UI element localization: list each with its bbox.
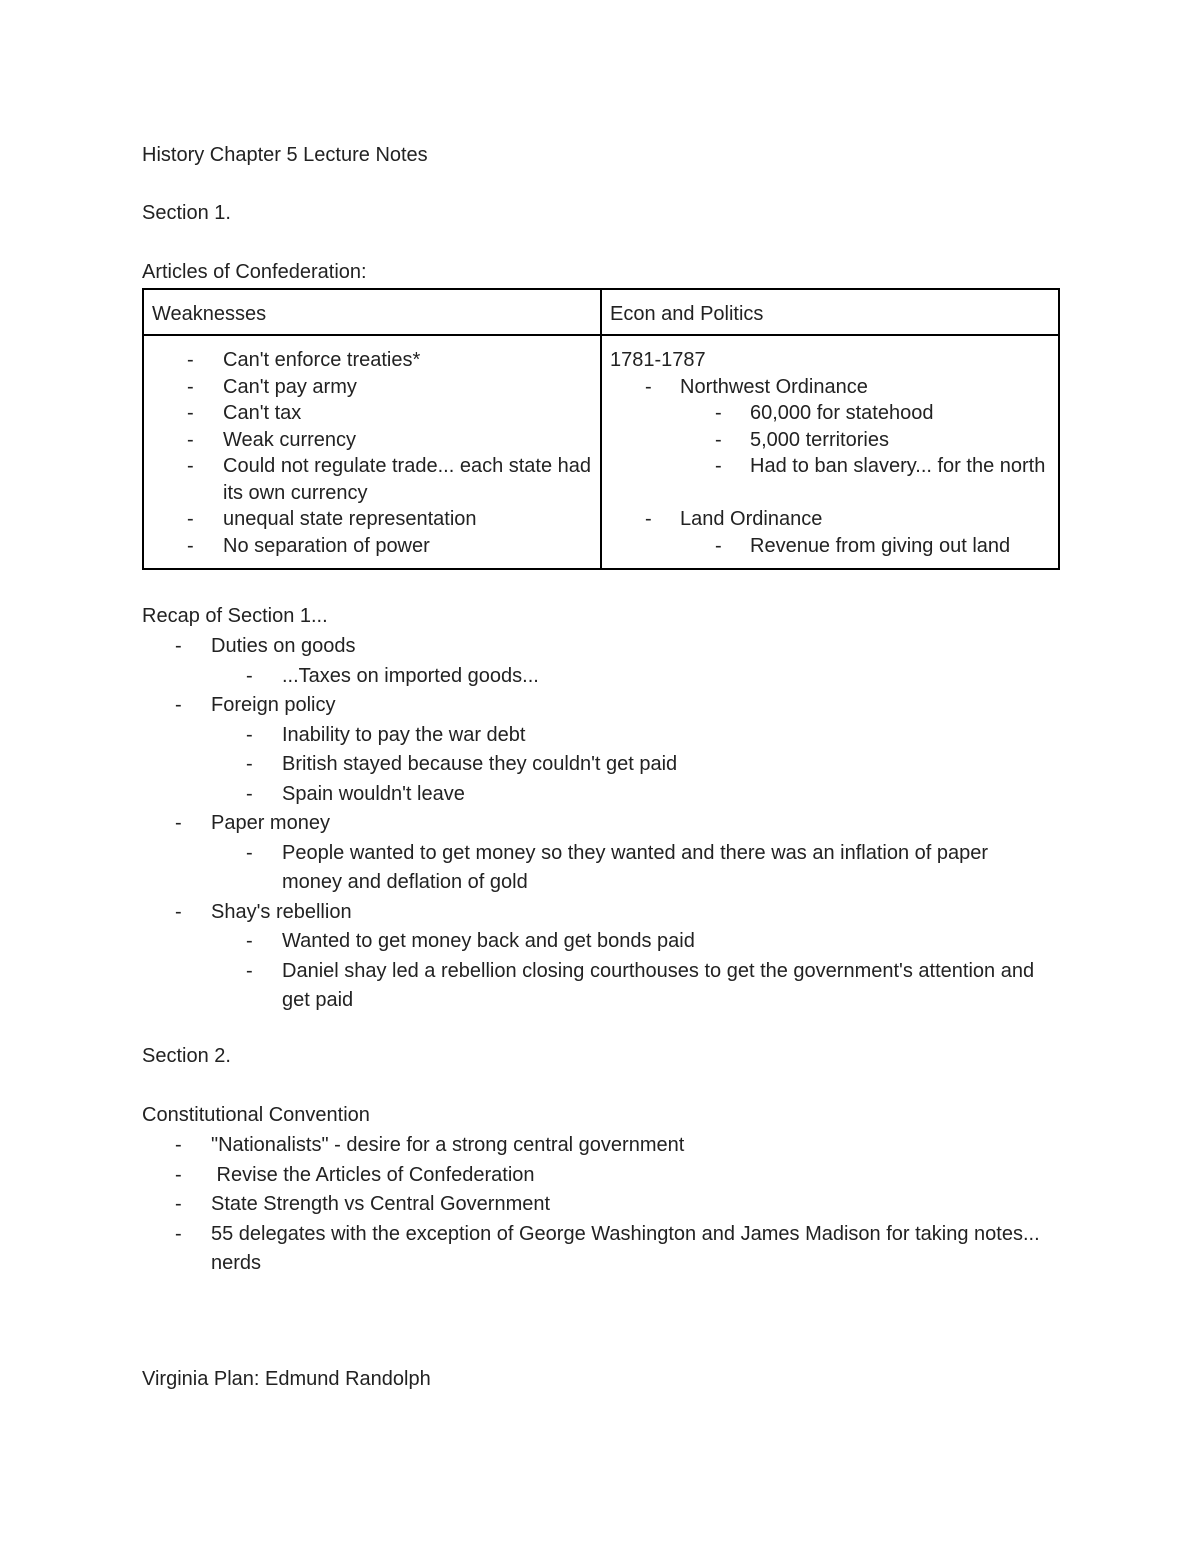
convention-heading: Constitutional Convention [142,1104,370,1126]
articles-heading: Articles of Confederation: [142,261,367,283]
bullet: - [246,753,253,775]
virginia-plan: Virginia Plan: Edmund Randolph [142,1368,431,1390]
bullet: - [645,508,652,530]
header-cell-weaknesses [143,289,601,335]
weaknesses-cell: - Can't enforce treaties* - Can't pay army - Can't tax - Weak currency - Could not regulate trade... each state had its own currency - unequal state representation - No separation of power [143,335,601,569]
bullet: - [246,782,253,805]
bullet: - [187,508,194,530]
bullet: - [175,1193,182,1215]
bullet: - [175,900,182,923]
bullet: - [715,534,722,557]
section2-heading: Section 2. [142,1045,231,1067]
bullet: - [175,635,182,657]
bullet: - [187,349,194,371]
bullet: - [175,1222,182,1245]
econ-years: 1781-1787 [610,349,706,371]
bullet: - [246,959,253,982]
table-header-row [143,289,1059,335]
bullet: - [187,455,194,477]
bullet: - [246,723,253,746]
bullet: - [715,402,722,424]
header-cell-econ [601,289,1059,335]
bullet: - [645,375,652,398]
table-body-row [143,335,1059,569]
bullet: - [715,428,722,451]
bullet: - [175,1134,182,1156]
confederation-table [142,288,1060,570]
bullet: - [246,930,253,952]
bullet: - [175,1163,182,1186]
econ-cell: 1781-1787 - Northwest Ordinance - 60,000 for statehood - 5,000 territories - Had to ban slavery... for the north - Land Ordinance - Revenue from giving out land [601,335,1059,569]
bullet: - [175,812,182,834]
doc-title: History Chapter 5 Lecture Notes [142,144,428,166]
header-econ-politics: Econ and Politics [610,303,764,325]
bullet: - [715,455,722,477]
bullet: - [246,841,253,864]
bullet: - [175,694,182,716]
bullet: - [187,428,194,451]
bullet: - [187,402,194,424]
bullet: - [187,375,194,398]
section1-heading: Section 1. [142,202,231,224]
bullet: - [187,534,194,557]
header-weaknesses: Weaknesses [152,303,267,325]
recap-heading: Recap of Section 1... [142,605,328,627]
bullet: - [246,664,253,687]
